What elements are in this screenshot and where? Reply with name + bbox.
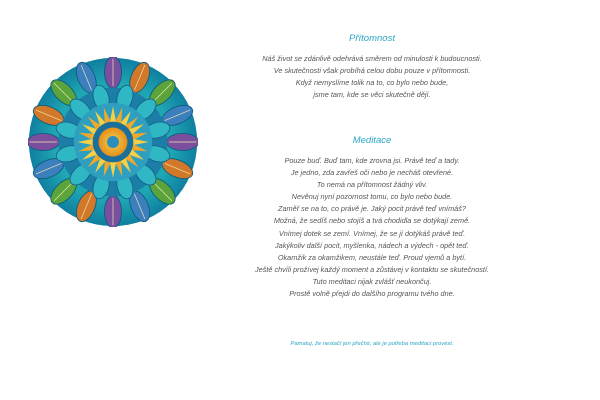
section-title: Meditace [352,135,392,146]
text-line: Pouze buď. Buď tam, kde zrovna jsi. Právě teď a tady. [284,156,460,165]
section-title: Přítomnost [349,33,395,44]
text-line: Nevěnuj nyní pozornost tomu, co bylo nebo bude. [291,192,453,202]
section-meditation [222,135,522,300]
text-line: Náš život se zdánlivě odehrává směrem od minulosti k budoucnosti. [262,54,482,63]
text-line: Jakýkoliv další pocit, myšlenka, nádech a výdech - opět teď. [275,240,469,250]
text-line: Ještě chvíli prožívej každý moment a zůstávej v kontaktu se skutečností. [254,264,489,274]
text-line: Když nemyslíme tolik na to, co bylo nebo bude, [295,78,449,88]
text-line: Prostě volně přejdi do dalšího programu tvého dne. [289,289,455,299]
section-presence [222,33,522,101]
text-line: Možná, že sedíš nebo stojíš a tvá chodidla se dotýkají země. [273,216,471,226]
text-line: Tuto meditaci nijak zvlášť neukončuj. [312,276,432,286]
text-line: To nemá na přítomnost žádný vliv. [316,180,428,190]
footer-note: Pamatuj, že nestačí jen přečíst, ale je potřeba meditaci provést. [290,341,454,347]
section-paragraph [222,155,522,300]
text-line: Okamžik za okamžikem, neustále teď. Proud vjemů a bytí. [277,252,467,262]
text-line: Ve skutečnosti však probíhá celou dobu pouze v přítomnosti. [273,66,471,76]
mandala-illustration [28,57,198,227]
text-line: Je jedno, zda zavřeš oči nebo je necháš otevřené. [290,168,454,178]
text-line: Zaměř se na to, co právě je. Jaký pocit právě teď vnímáš? [278,204,466,214]
section-paragraph [222,53,522,101]
text-line: jsme tam, kde se věci skutečně dějí. [313,90,431,100]
text-line: Vnímej dotek se zemí. Vnímej, že se jí dotýkáš právě teď. [278,228,466,238]
